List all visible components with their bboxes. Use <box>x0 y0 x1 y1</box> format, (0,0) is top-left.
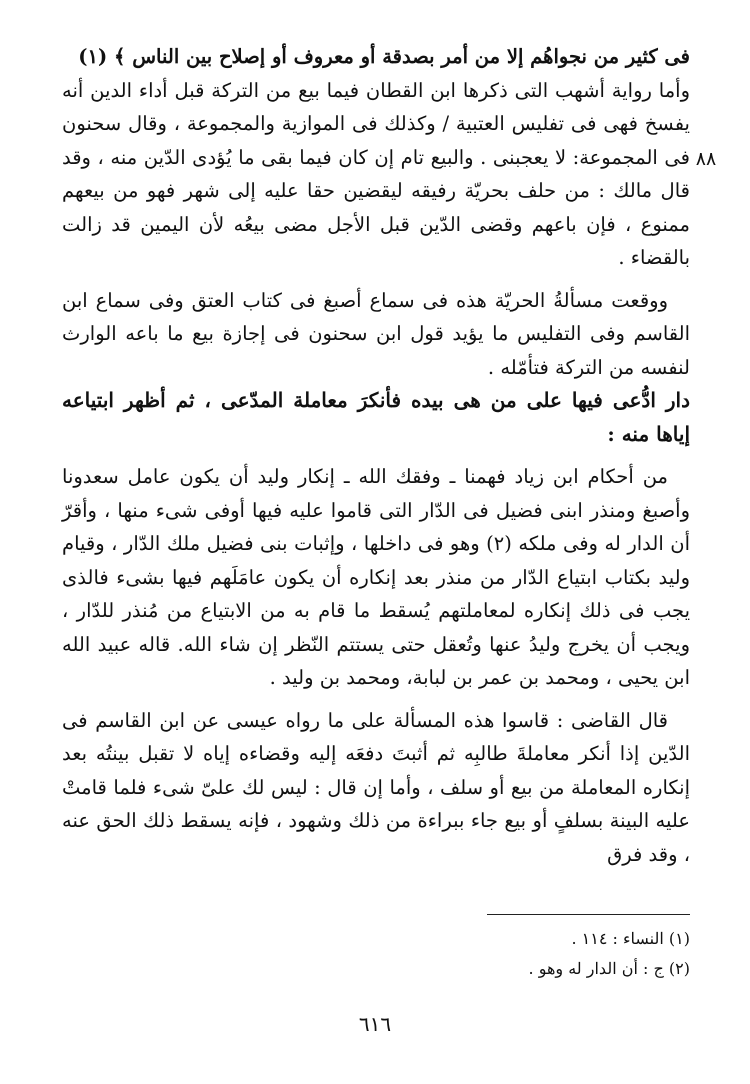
footnotes <box>360 924 690 984</box>
quran-quote: فى كثير من نجواهُم إلا من أمر بصدقة أو معروف أو إصلاح بين الناس ﴾ (١) <box>78 45 690 68</box>
main-text <box>62 40 690 871</box>
paragraph-1 <box>62 40 690 275</box>
footnote-1: (١) النساء : ١١٤ . <box>571 929 690 948</box>
footnote-divider <box>487 914 690 915</box>
paragraph-3: من أحكام ابن زياد فهمنا ـ وفقك الله ـ إنكار وليد أن يكون عامل سعدونا وأصبغ ومنذر ابنى فضيل فى الدّار التى قاموا عليه فيها أوفى شىء منها ، وأقرّ أن الدار له وفى ملكه (٢) وهو فى داخلها ، وإثبات بنى فضيل ملك الدّار ، وقيام وليد بكتاب ابتياع الدّار من منذر بعد إنكاره أن يكون عامَلَهم فيها بشىء فالذى يجب فى ذلك إنكاره لمعاملتهم يُسقط ما قام به من الابتياع من مُنذر للدّار ، ويجب أن يخرج وليدُ عنها وتُعقل حتى يستتم النّظر إن شاء الله. قاله عبيد الله ابن يحيى ، ومحمد بن عمر بن لبابة، ومحمد بن وليد . <box>62 465 691 689</box>
paragraph-2: ووقعت مسألةُ الحريّة هذه فى سماع أصبغ فى كتاب العتق وفى سماع ابن القاسم وفى التفليس ما يؤيد قول ابن سحنون فى إجازة بيع ما باعه الوارث لنفسه من التركة فتأمّله . <box>62 288 690 379</box>
page-number: ٦١٦ <box>358 1012 392 1036</box>
footnote-2: (٢) ج : أن الدار له وهو . <box>528 959 690 978</box>
paragraph-4: قال القاضى : قاسوا هذه المسألة على ما رواه عيسى عن ابن القاسم فى الدّين إذا أنكر معاملةَ طالبِه ثم أثبتَ دفعَه إليه وقضاءه إياه لا تقبل بينتُه بعد إنكاره المعاملة من بيع أو سلف ، وأما إن قال : ليس لك علىّ شىء فلما قامتْ عليه البينة بسلفٍ أو بيع جاء ببراءة من ذلك وشهود ، فإنه يسقط ذلك الحق عنه ، وقد فرق <box>62 708 690 866</box>
paragraph-1-text: وأما رواية أشهب التى ذكرها ابن القطان فيما بيع من التركة قبل أداء الدين أنه يفسخ فهى فى تفليس العتبية / وكذلك فى الموازية والمجموعة ، وقال سحنون فى المجموعة: لا يعجبنى . والبيع تام إن كان فيما بقى ما يُؤدى الدّين منه ، وقد قال مالك : من حلف بحريّة رفيقه ليقضين حقا عليه إلى شهر فهو من بيعهم ممنوع ، فإن باعهم وقضى الدّين قبل الأجل مضى بيعُه لأن اليمين قد زالت بالقضاء . <box>62 78 690 269</box>
margin-page-reference: ٨٨ <box>695 148 717 170</box>
section-heading: دار ادُّعى فيها على من هى بيده فأنكرَ معاملة المدّعى ، ثم أظهر ابتياعه إياها منه : <box>62 388 690 446</box>
